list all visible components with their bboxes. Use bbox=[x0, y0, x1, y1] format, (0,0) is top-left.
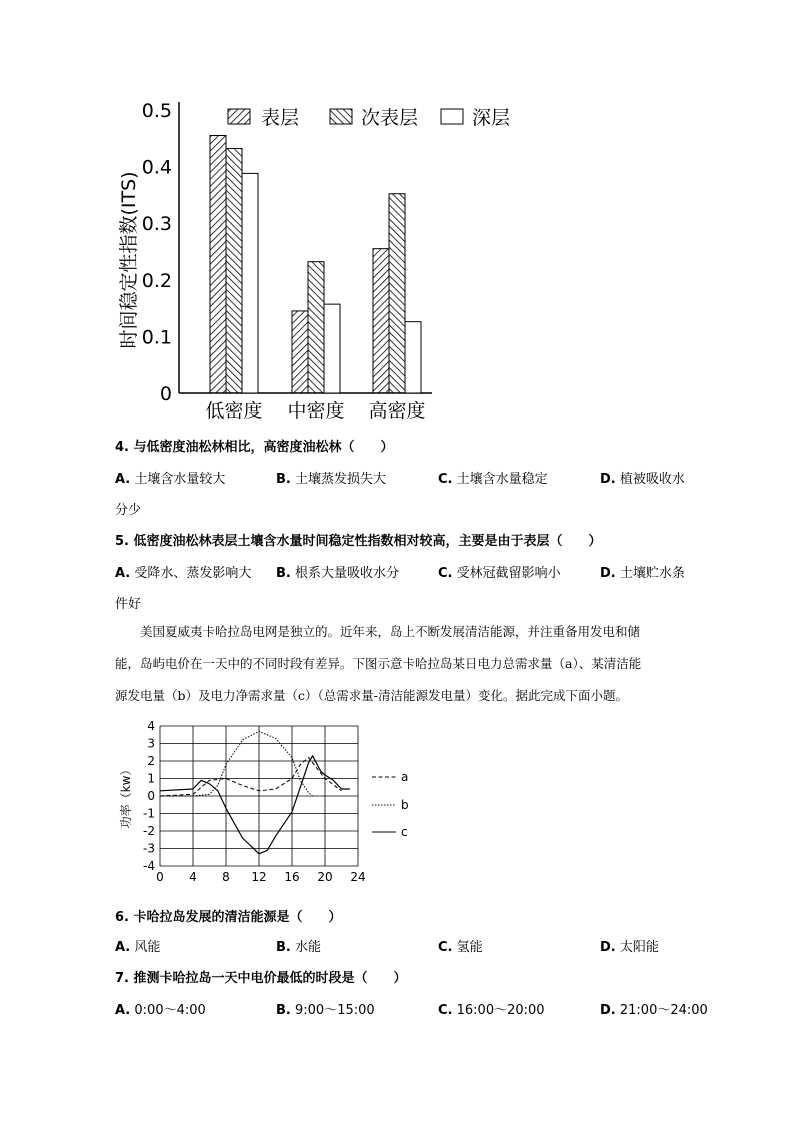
x-tick-label: 低密度 bbox=[205, 400, 263, 422]
legend-label: c bbox=[401, 825, 408, 839]
series-line-a bbox=[160, 758, 342, 797]
y-tick-label: -3 bbox=[143, 841, 155, 856]
chart-grid bbox=[160, 726, 358, 866]
x-tick-label: 中密度 bbox=[287, 400, 345, 422]
y-tick-label: 0.3 bbox=[141, 213, 172, 236]
y-tick-label: -2 bbox=[143, 824, 155, 838]
bar-次表层-低密度 bbox=[226, 148, 242, 393]
x-tick-label: 24 bbox=[350, 870, 366, 884]
q5-option-a[interactable]: A. 受降水、蒸发影响大 bbox=[115, 566, 252, 581]
y-tick-label: 2 bbox=[147, 754, 155, 768]
q7-option-d[interactable]: D. 21:00～24:00 bbox=[600, 1003, 708, 1018]
x-tick-label: 0 bbox=[156, 870, 164, 884]
its-bar-chart bbox=[0, 0, 794, 430]
q6-option-d[interactable]: D. 太阳能 bbox=[600, 940, 659, 955]
question-7-stem: 7. 推测卡哈拉岛一天中电价最低的时段是（ ） bbox=[115, 971, 407, 986]
q7-option-a[interactable]: A. 0:00～4:00 bbox=[115, 1003, 206, 1018]
bar-group bbox=[210, 135, 421, 393]
legend-swatch-深层 bbox=[441, 109, 463, 124]
x-tick-label: 16 bbox=[284, 870, 300, 884]
q5-option-b[interactable]: B. 根系大量吸收水分 bbox=[276, 566, 400, 581]
question-4-stem: 4. 与低密度油松林相比，高密度油松林（ ） bbox=[115, 440, 394, 455]
x-axis-ticks bbox=[156, 870, 365, 884]
legend-label: b bbox=[401, 798, 409, 812]
q6-option-a[interactable]: A. 风能 bbox=[115, 940, 161, 955]
power-line-chart bbox=[0, 710, 794, 890]
question-6-stem: 6. 卡哈拉岛发展的清洁能源是（ ） bbox=[115, 910, 342, 925]
series-line-b bbox=[160, 731, 313, 796]
y-tick-label: 4 bbox=[147, 719, 155, 733]
y-tick-label: 0 bbox=[159, 383, 172, 405]
passage-line-1: 美国夏威夷卡哈拉岛电网是独立的。近年来，岛上不断发展清洁能源，并注重备用发电和储 bbox=[140, 624, 641, 639]
q5-option-d[interactable]: D. 土壤贮水条 bbox=[600, 566, 685, 581]
y-tick-label: 1 bbox=[147, 771, 155, 786]
series-lines bbox=[160, 731, 350, 854]
q6-option-b[interactable]: B. 水能 bbox=[276, 940, 322, 955]
y-tick-label: -4 bbox=[143, 859, 155, 873]
q5-option-d-wrap: 件好 bbox=[115, 597, 142, 612]
y-tick-label: 0.4 bbox=[141, 156, 172, 179]
chart-legend bbox=[228, 107, 510, 129]
legend-label: a bbox=[401, 770, 409, 784]
q4-option-b[interactable]: B. 土壤蒸发损失大 bbox=[276, 472, 387, 487]
legend-label: 次表层 bbox=[361, 107, 419, 129]
y-axis-label: 功率（kw） bbox=[119, 763, 133, 829]
legend-swatch-表层 bbox=[228, 109, 250, 124]
x-tick-label: 20 bbox=[317, 870, 333, 884]
y-tick-label: -1 bbox=[143, 806, 155, 821]
y-tick-label: 3 bbox=[147, 736, 155, 751]
q6-option-c[interactable]: C. 氢能 bbox=[438, 940, 483, 955]
q4-option-d[interactable]: D. 植被吸收水 bbox=[600, 472, 685, 487]
bar-次表层-中密度 bbox=[308, 262, 324, 393]
passage-line-3: 源发电量（b）及电力净需求量（c）（总需求量-清洁能源发电量）变化。据此完成下面小题。 bbox=[115, 688, 628, 703]
bar-次表层-高密度 bbox=[389, 194, 405, 393]
bar-表层-中密度 bbox=[292, 311, 308, 393]
y-axis-label: 时间稳定性指数(ITS) bbox=[118, 171, 140, 349]
y-axis-ticks bbox=[143, 719, 155, 873]
legend-label: 表层 bbox=[261, 107, 300, 129]
x-tick-label: 12 bbox=[251, 870, 267, 884]
chart-legend bbox=[372, 770, 409, 839]
q7-option-b[interactable]: B. 9:00～15:00 bbox=[276, 1003, 375, 1018]
question-5-stem: 5. 低密度油松林表层土壤含水量时间稳定性指数相对较高，主要是由于表层（ ） bbox=[115, 534, 602, 549]
passage-line-2: 能，岛屿电价在一天中的不同时段有差异。下图示意卡哈拉岛某日电力总需求量（a）、某清洁能 bbox=[115, 656, 642, 671]
bar-表层-低密度 bbox=[210, 135, 226, 393]
q5-option-c[interactable]: C. 受林冠截留影响小 bbox=[438, 566, 561, 581]
x-axis-labels bbox=[205, 400, 425, 422]
q7-option-c[interactable]: C. 16:00～20:00 bbox=[438, 1003, 545, 1018]
y-tick-label: 0.1 bbox=[141, 326, 172, 349]
q4-option-d-wrap: 分少 bbox=[115, 503, 142, 518]
series-line-c bbox=[160, 756, 350, 854]
y-tick-label: 0.2 bbox=[141, 269, 172, 292]
x-tick-label: 高密度 bbox=[368, 400, 426, 422]
legend-swatch-次表层 bbox=[330, 109, 352, 124]
bar-深层-低密度 bbox=[242, 173, 258, 393]
q4-option-c[interactable]: C. 土壤含水量稳定 bbox=[438, 472, 548, 487]
bar-深层-中密度 bbox=[324, 304, 340, 393]
q4-option-a[interactable]: A. 土壤含水量较大 bbox=[115, 472, 226, 487]
legend-label: 深层 bbox=[472, 107, 511, 129]
bar-表层-高密度 bbox=[373, 249, 389, 393]
x-tick-label: 4 bbox=[189, 870, 197, 884]
y-tick-label: 0.5 bbox=[141, 100, 172, 122]
y-axis-ticks bbox=[142, 100, 172, 405]
y-tick-label: 0 bbox=[147, 789, 155, 803]
bar-深层-高密度 bbox=[405, 322, 421, 393]
x-tick-label: 8 bbox=[222, 870, 230, 884]
